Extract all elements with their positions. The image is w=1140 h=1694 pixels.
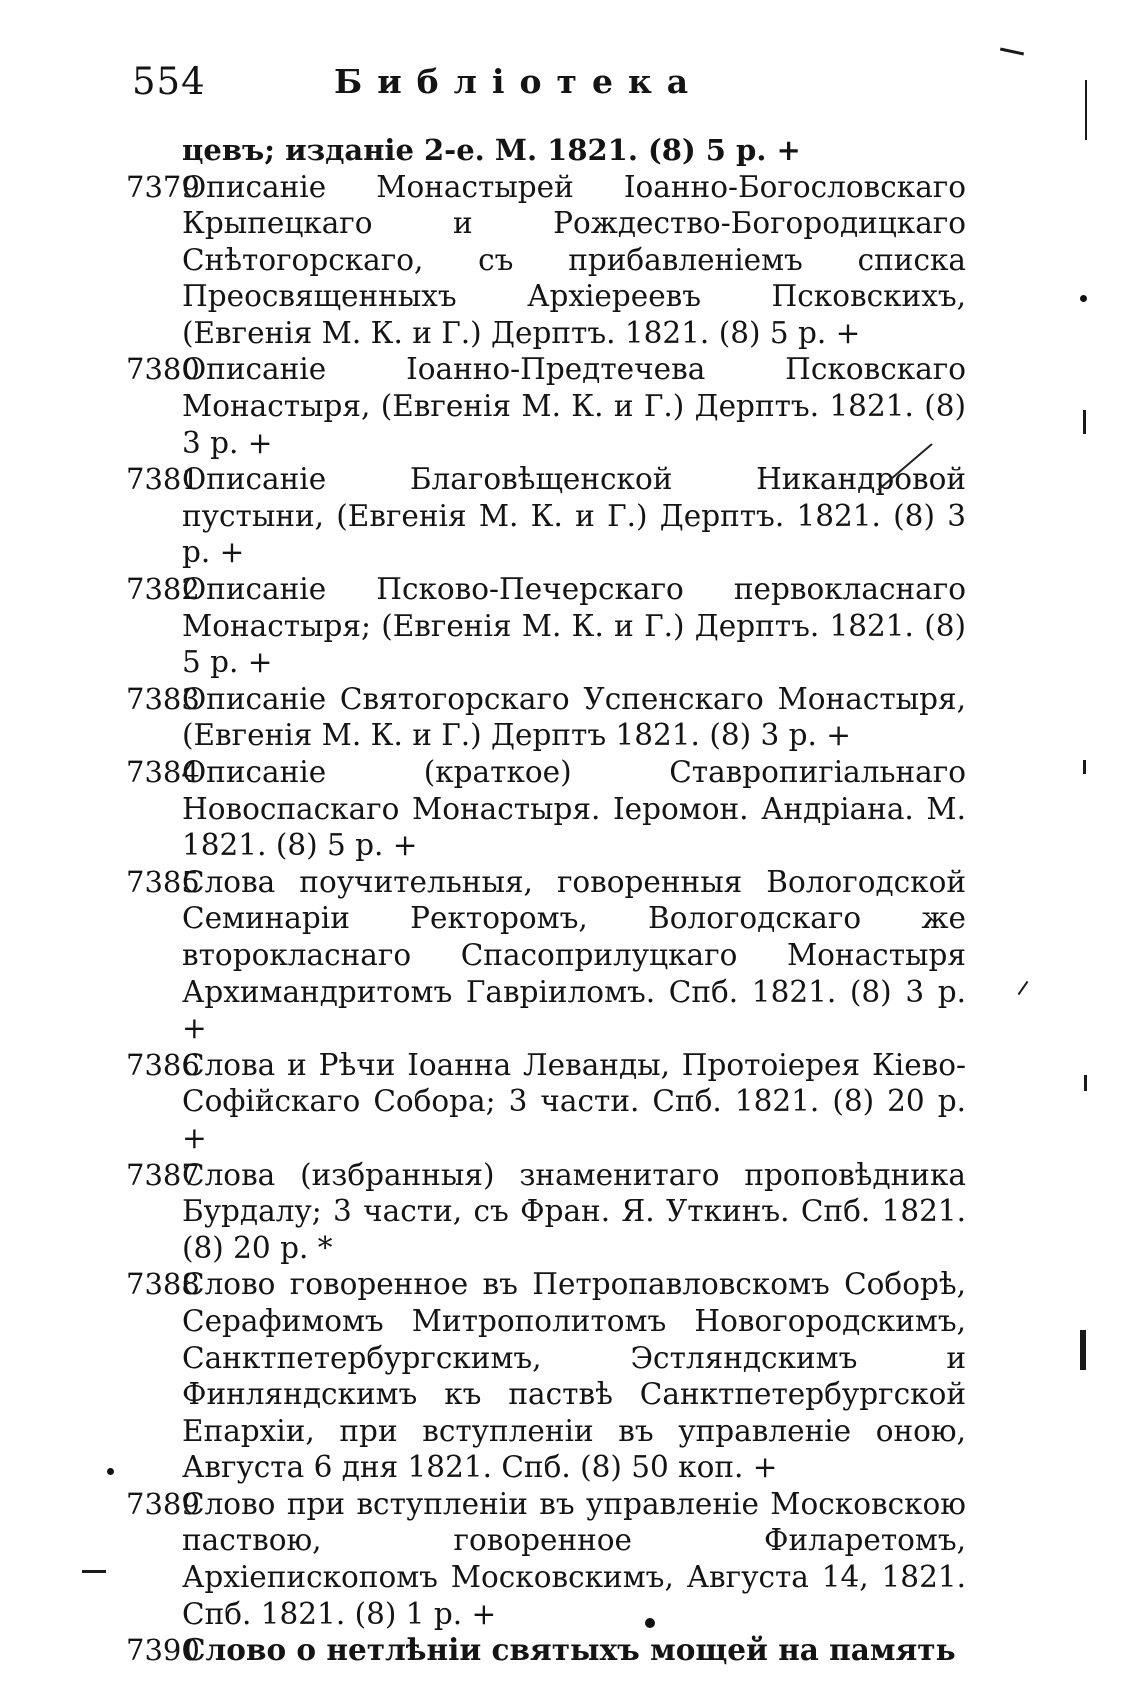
entry-text: Описаніе Благовѣщенской Никандровой пустыни, (Евгенія М. К. и Г.) Дерптъ. 1821. (8) 3 р. + bbox=[182, 462, 966, 570]
catalog-entry bbox=[126, 681, 966, 754]
margin-mark bbox=[1084, 1075, 1087, 1091]
catalog-entry bbox=[126, 169, 966, 352]
catalog-listing bbox=[126, 132, 966, 1669]
handwritten-check-mark bbox=[872, 440, 942, 500]
running-title: Библіотека bbox=[334, 62, 704, 101]
margin-mark bbox=[1085, 80, 1087, 140]
catalog-entry bbox=[126, 754, 966, 864]
entry-number: 7387 bbox=[126, 1157, 200, 1192]
margin-dot bbox=[107, 1468, 114, 1475]
catalog-entry bbox=[126, 1157, 966, 1267]
entry-text: Описаніе Монастырей Іоанно-Богословскаго Крыпецкаго и Рождество-Богородицкаго Снѣтогорскаго, съ прибавленіемъ списка Преосвященныхъ Архіереевъ Псковскихъ, (Евгенія М. К. и Г.) Дерптъ. 1821. (8) 5 р. + bbox=[182, 169, 966, 350]
entry-text: Слова поучительныя, говоренныя Вологодской Семинаріи Ректоромъ, Вологодскаго же второкласнаго Спасоприлуцкаго Монастыря Архимандритомъ Гавріиломъ. Спб. 1821. (8) 3 р. + bbox=[182, 864, 966, 1046]
entry-number: 7380 bbox=[126, 352, 200, 387]
page-header bbox=[132, 60, 952, 120]
entry-number: 7379 bbox=[126, 169, 200, 204]
margin-mark bbox=[1080, 1330, 1086, 1370]
entry-number: 7381 bbox=[126, 462, 200, 497]
margin-mark bbox=[1083, 410, 1086, 434]
catalog-entry bbox=[126, 864, 966, 1047]
catalog-entry bbox=[126, 1632, 966, 1669]
entry-number: 7386 bbox=[126, 1047, 200, 1082]
catalog-entry bbox=[126, 571, 966, 681]
page-number: 554 bbox=[132, 60, 206, 103]
entry-number: 7382 bbox=[126, 572, 200, 607]
entry-text: Описаніе Іоанно-Предтечева Псковскаго Монастыря, (Евгенія М. К. и Г.) Дерптъ. 1821. (8) 3 р. + bbox=[182, 352, 966, 460]
entry-text: Слова и Рѣчи Іоанна Леванды, Протоіерея Кіево-Софійскаго Собора; 3 части. Спб. 1821. (8) 20 р. + bbox=[182, 1047, 966, 1155]
margin-mark bbox=[1083, 760, 1086, 774]
catalog-entry bbox=[126, 351, 966, 461]
page-dot bbox=[645, 1618, 655, 1628]
entry-text: Слово о нетлѣніи святыхъ мощей на память bbox=[182, 1632, 956, 1668]
catalog-entry bbox=[126, 1047, 966, 1157]
entry-text: Описаніе (краткое) Ставропигіальнаго Новоспаскаго Монастыря. Іеромон. Андріана. М. 1821. (8) 5 р. + bbox=[182, 755, 966, 863]
catalog-entry bbox=[126, 461, 966, 571]
margin-mark bbox=[1000, 48, 1024, 56]
entry-text: Описаніе Святогорскаго Успенскаго Монастыря, (Евгенія М. К. и Г.) Дерптъ 1821. (8) 3 р. + bbox=[182, 681, 966, 753]
continuation-line: цевъ; изданіе 2-е. М. 1821. (8) 5 р. + bbox=[182, 133, 801, 167]
entry-text: Слово говоренное въ Петропавловскомъ Соборѣ, Серафимомъ Митрополитомъ Новогородскимъ, Санктпетербургскимъ, Эстляндскимъ и Финляндскимъ къ паствѣ Санктпетербургской Епархіи, при вступленіи въ управленіе оною, Августа 6 дня 1821. Спб. (8) 50 коп. + bbox=[182, 1267, 966, 1485]
entry-text: Слова (избранныя) знаменитаго проповѣдника Бурдалу; 3 части, съ Фран. Я. Уткинъ. Спб. 1821. (8) 20 р. * bbox=[182, 1157, 966, 1265]
entry-number: 7390 bbox=[126, 1633, 200, 1668]
catalog-entry bbox=[126, 1486, 966, 1632]
entry-number: 7384 bbox=[126, 755, 200, 789]
entry-text: Описаніе Псково-Печерскаго первокласнаго Монастыря; (Евгенія М. К. и Г.) Дерптъ. 1821. (8) 5 р. + bbox=[182, 572, 966, 680]
entry-text: Слово при вступленіи въ управленіе Московскою паствою, говоренное Филаретомъ, Архіепископомъ Московскимъ, Августа 14, 1821. Спб. 1821. (8) 1 р. + bbox=[182, 1486, 966, 1631]
margin-mark bbox=[1018, 981, 1029, 995]
catalog-entry bbox=[126, 1266, 966, 1486]
entry-number: 7389 bbox=[126, 1486, 200, 1521]
entry-number: 7383 bbox=[126, 681, 200, 716]
margin-dot bbox=[1080, 295, 1087, 302]
entry-number: 7388 bbox=[126, 1267, 200, 1302]
entry-number: 7385 bbox=[126, 864, 200, 899]
margin-mark bbox=[82, 1570, 106, 1573]
